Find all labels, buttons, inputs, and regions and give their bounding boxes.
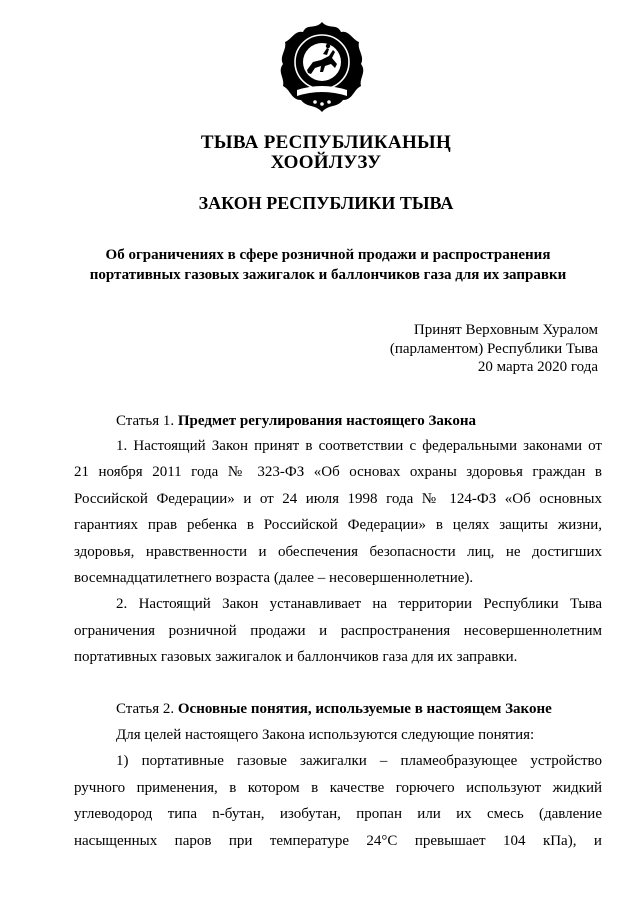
article-1-heading (116, 412, 476, 430)
article-2-title: Основные понятия, используемые в настоящем Законе (177, 701, 552, 717)
article-2-p1-line: ручного применения, в котором в качестве горючего используют жидкий (74, 780, 602, 796)
republic-heading-tuvan-line2: ХООЙЛУЗУ (270, 152, 382, 173)
word: 104 (503, 833, 526, 849)
word: температуре (269, 833, 350, 849)
article-2-p1-line: углеводород типа n-бутан, изобутан, пропан или их смесь (давление (74, 806, 602, 822)
article-1-title: Предмет регулирования настоящего Закона (177, 413, 476, 429)
article-2-label: Статья 2. (116, 701, 175, 717)
word: превышает (414, 833, 486, 849)
article-2-p1-line (74, 832, 602, 850)
adopted-by-line2: (парламентом) Республики Тыва (389, 341, 598, 357)
word: при (228, 833, 253, 849)
word: и (593, 833, 602, 849)
law-subject-line2: портативных газовых зажигалок и баллончиков газа для их заправки (89, 267, 567, 283)
word: кПа), (542, 833, 577, 849)
article-1-p2-line: ограничения розничной продажи и распространения несовершеннолетним (74, 623, 602, 639)
article-1-p2-line: 2. Настоящий Закон устанавливает на территории Республики Тыва (116, 596, 602, 612)
coat-of-arms-of-tuva-icon (277, 18, 367, 116)
word: паров (174, 833, 212, 849)
adopted-by-line1: Принят Верховным Хуралом (413, 322, 598, 338)
word: 24°С (366, 833, 398, 849)
article-1-label: Статья 1. (116, 413, 175, 429)
word: насыщенных (74, 833, 158, 849)
article-1-p1-line: здоровья, нравственности и обеспечения безопасности лиц, не достигших (74, 544, 602, 560)
law-subject-line1: Об ограничениях в сфере розничной продажи и распространения (105, 247, 551, 263)
article-2-heading (116, 700, 552, 718)
article-1-p2-line: портативных газовых зажигалок и баллончиков газа для их заправки. (74, 649, 518, 665)
republic-heading-tuvan-line1: ТЫВА РЕСПУБЛИКАНЫҢ (200, 132, 452, 153)
article-2-p1-line: 1) портативные газовые зажигалки – пламеобразующее устройство (116, 753, 602, 769)
adoption-date: 20 марта 2020 года (477, 359, 598, 375)
article-1-p1-line: 1. Настоящий Закон принят в соответствии с федеральными законами от (116, 438, 602, 454)
article-1-p1-line: гарантиях прав ребенка в Российской Федерации» в целях защиты жизни, (74, 517, 602, 533)
article-2-intro: Для целей настоящего Закона используются следующие понятия: (116, 727, 535, 743)
article-1-p1-line: 21 ноября 2011 года № 323-ФЗ «Об основах охраны здоровья граждан в (74, 464, 602, 480)
article-1-p1-line: восемнадцатилетнего возраста (далее – несовершеннолетние). (74, 570, 474, 586)
law-title: ЗАКОН РЕСПУБЛИКИ ТЫВА (198, 193, 454, 213)
article-1-p1-line: Российской Федерации» и от 24 июля 1998 года № 124-ФЗ «Об основных (74, 491, 602, 507)
